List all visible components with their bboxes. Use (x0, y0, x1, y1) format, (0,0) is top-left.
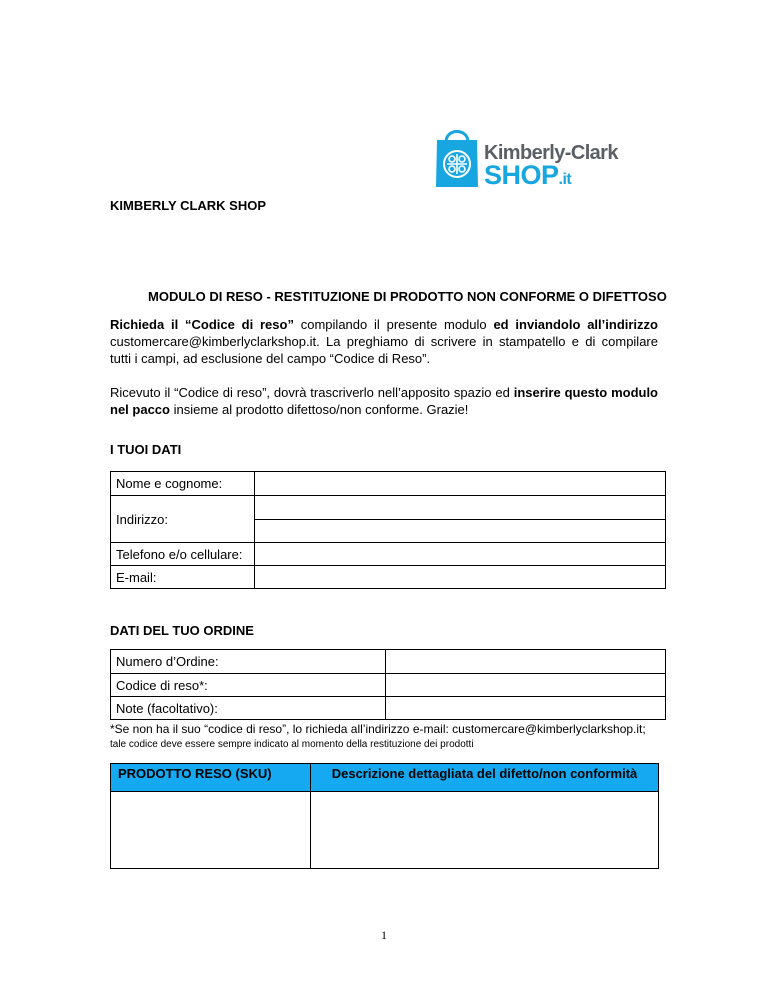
form-title: MODULO DI RESO - RESTITUZIONE DI PRODOTTO NON CONFORME O DIFETTOSO (148, 289, 667, 304)
personal-data-table (110, 471, 666, 589)
footnote-line-2: tale codice deve essere sempre indicato al momento della restituzione dei prodotti (110, 739, 474, 750)
return-code-label: Codice di reso*: (111, 674, 386, 697)
address-label: Indirizzo: (111, 496, 255, 543)
intro-paragraph-1 (110, 316, 658, 367)
intro-p2-text-2: insieme al prodotto difettoso/non conforme. Grazie! (169, 402, 469, 417)
logo-brand-name: Kimberly-Clark (484, 142, 618, 164)
name-label: Nome e cognome: (111, 472, 255, 496)
order-number-label: Numero d’Ordine: (111, 650, 386, 674)
sku-column-header: PRODOTTO RESO (SKU) (111, 764, 311, 792)
notes-label: Note (facoltativo): (111, 697, 386, 720)
footnote-line-1: *Se non ha il suo “codice di reso”, lo richieda all’indirizzo e-mail: customercare@kimberlyclarkshop.it; (110, 722, 646, 736)
intro-p2-bold-1: inserire questo modulo nel pacco (110, 385, 659, 417)
intro-p1-text-2: customercare@kimberlyclarkshop.it. La preghiamo di scrivere in stampatello e di compilare tutti i campi, ad esclusione del campo “Codice di Reso”. (110, 334, 658, 366)
address-field-line-2[interactable] (255, 520, 666, 543)
intro-p1-bold-2: ed inviandolo all’indirizzo (493, 317, 658, 332)
logo-shop-name (484, 161, 571, 194)
order-data-heading: DATI DEL TUO ORDINE (110, 623, 254, 638)
intro-p1-text-1: compilando il presente modulo (293, 317, 494, 332)
notes-field[interactable] (386, 697, 666, 720)
defect-description-field[interactable] (311, 792, 659, 869)
email-field[interactable] (255, 566, 666, 589)
logo-shop-word: SHOP (484, 160, 559, 190)
return-code-field[interactable] (386, 674, 666, 697)
logo-domain: .it (558, 171, 572, 188)
shopping-bag-icon (434, 124, 480, 188)
order-number-field[interactable] (386, 650, 666, 674)
address-field-line-1[interactable] (255, 496, 666, 520)
page-number: 1 (381, 928, 387, 942)
intro-p2-text-1: Ricevuto il “Codice di reso”, dovrà trascriverlo nell’apposito spazio ed (110, 385, 514, 400)
brand-logo (434, 124, 634, 190)
name-field[interactable] (255, 472, 666, 496)
returned-products-table (110, 763, 659, 869)
sku-field[interactable] (111, 792, 311, 869)
intro-p1-bold-1: Richieda il “Codice di reso” (110, 317, 294, 332)
company-name: KIMBERLY CLARK SHOP (110, 198, 267, 213)
order-data-table (110, 649, 666, 720)
email-label: E-mail: (111, 566, 255, 589)
phone-field[interactable] (255, 543, 666, 566)
personal-data-heading: I TUOI DATI (110, 442, 182, 457)
phone-label: Telefono e/o cellulare: (111, 543, 255, 566)
intro-paragraph-2 (110, 384, 658, 418)
defect-description-column-header: Descrizione dettagliata del difetto/non conformità (311, 764, 659, 792)
